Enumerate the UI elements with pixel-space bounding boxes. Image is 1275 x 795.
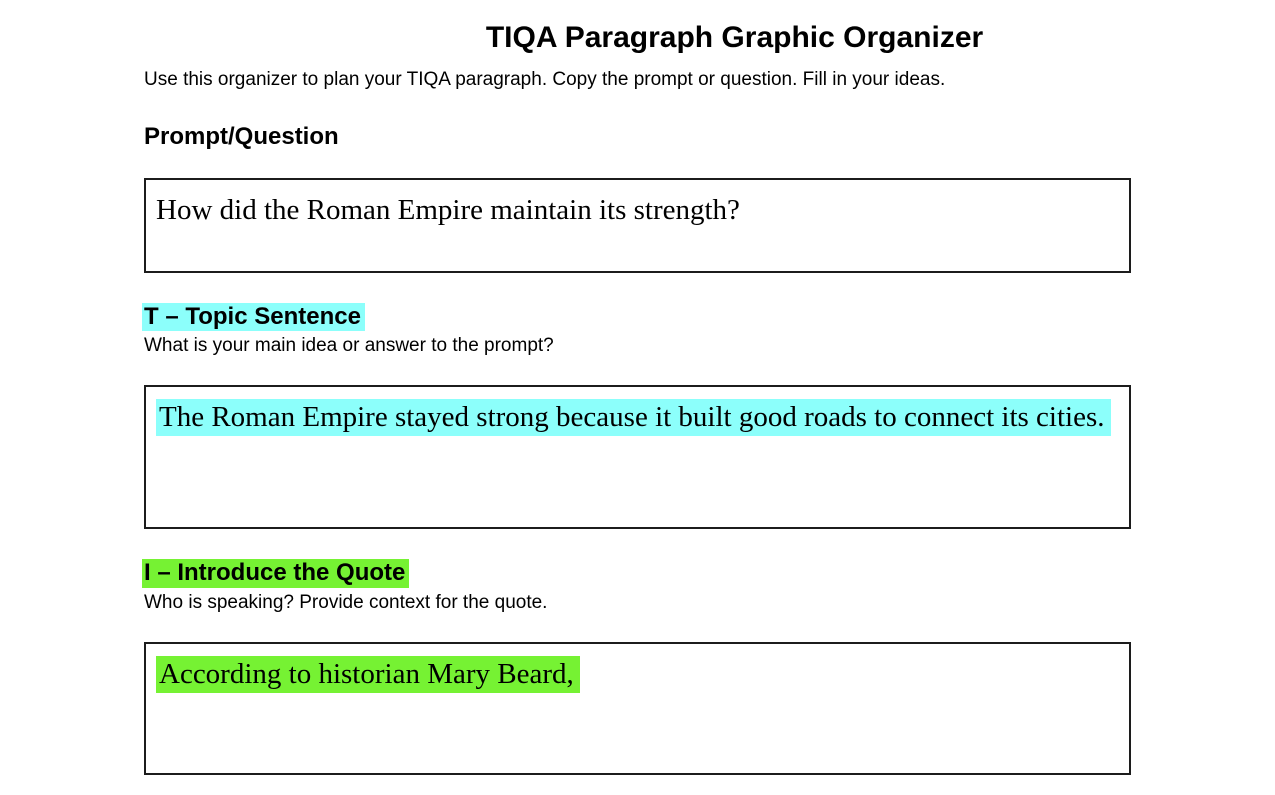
topic-section-heading-text: T – Topic Sentence (142, 303, 365, 331)
quote-entry-text: According to historian Mary Beard, (156, 656, 580, 693)
organizer-page (144, 0, 1131, 795)
topic-entry-box[interactable] (144, 385, 1131, 529)
section-topic-sentence (144, 303, 1131, 530)
quote-entry-box[interactable] (144, 642, 1131, 775)
topic-entry-text: The Roman Empire stayed strong because it built good roads to connect its cities. (156, 399, 1111, 436)
section-introduce-quote (144, 559, 1131, 775)
quote-section-heading-text: I – Introduce the Quote (142, 559, 409, 587)
prompt-entry-box[interactable] (144, 178, 1131, 273)
quote-section-description: Who is speaking? Provide context for the quote. (144, 591, 548, 613)
intro-text: Use this organizer to plan your TIQA paragraph. Copy the prompt or question. Fill in your ideas. (144, 68, 946, 90)
topic-section-heading (144, 303, 1131, 331)
prompt-section-heading (144, 124, 1131, 149)
page-title: TIQA Paragraph Graphic Organizer (485, 21, 984, 54)
prompt-entry-text: How did the Roman Empire maintain its strength? (156, 193, 740, 226)
quote-section-heading (144, 559, 1131, 587)
prompt-section-heading-text: Prompt/Question (144, 123, 339, 151)
section-prompt-question (144, 124, 1131, 272)
topic-section-description: What is your main idea or answer to the prompt? (144, 334, 554, 356)
